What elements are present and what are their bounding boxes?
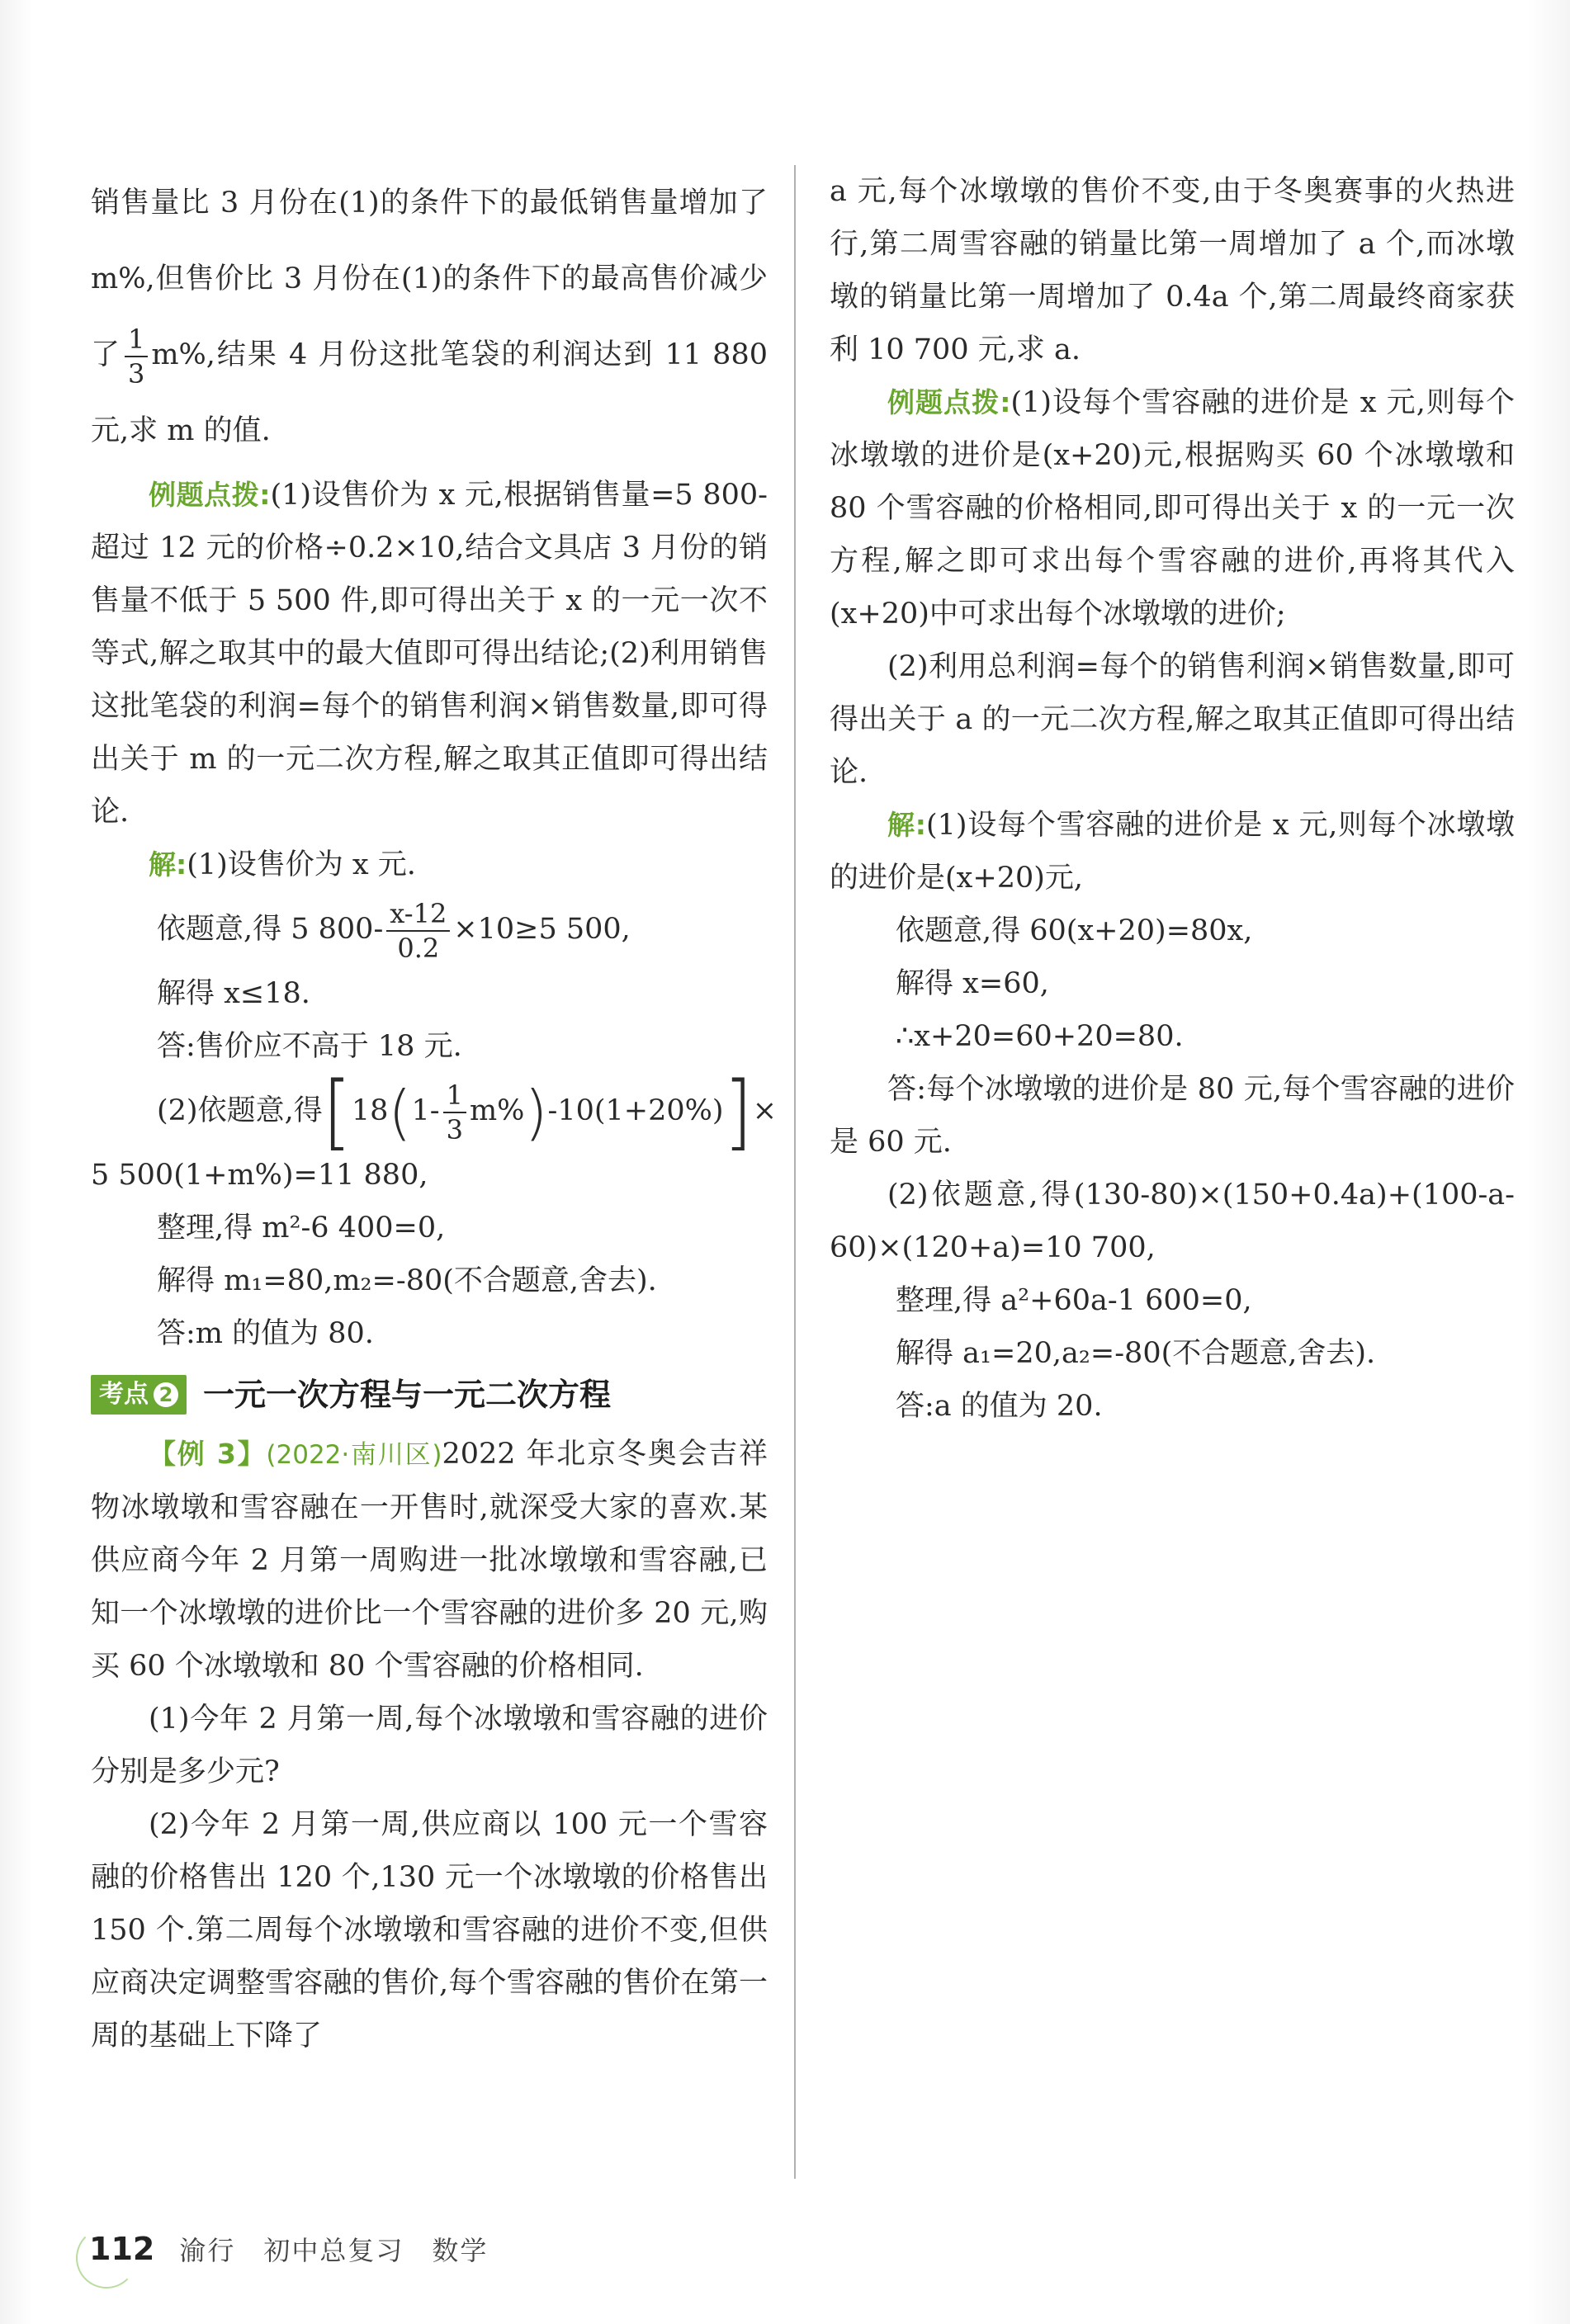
solution-label: 解: <box>887 809 926 841</box>
kaodian-badge <box>91 1375 187 1415</box>
hint-paragraph <box>91 469 768 838</box>
hint-label: 例题点拨: <box>149 479 271 511</box>
fraction-denominator: 0.2 <box>397 932 440 964</box>
problem-text-tail: m%,结果 4 月份这批笔袋的利润达到 11 880 元,求 m 的值. <box>91 338 768 447</box>
fraction <box>386 897 450 964</box>
question-2 <box>91 1798 768 2062</box>
solution-line <box>830 1063 1515 1169</box>
solution-text: (1)设售价为 x 元. <box>187 848 416 881</box>
solution-text: 依题意,得 5 800- <box>157 913 384 946</box>
problem-text: 销售量比 3 月份在(1)的条件下的最低销售量增加了 m%,但售价比 3 月份在(1)的条件下的最高售价减少了 <box>91 187 768 371</box>
solution-text: ∴x+20=60+20=80. <box>896 1020 1184 1053</box>
book-title: 渝行 初中总复习 数学 <box>179 2235 489 2266</box>
problem-text: a 元,每个冰墩墩的售价不变,由于冬奥赛事的火热进行,第二周雪容融的销量比第一周增加了 a 个,而冰墩墩的销量比第一周增加了 0.4a 个,第二周最终商家获利 10 700 元,求 a. <box>830 175 1515 366</box>
example-label: 【例 3】 <box>149 1438 267 1470</box>
solution-line <box>830 1327 1515 1380</box>
solution-line <box>830 799 1515 905</box>
solution-text: 依题意,得 60(x+20)=80x, <box>896 914 1253 947</box>
solution-text: 18 <box>351 1094 389 1127</box>
fraction-numerator: 1 <box>443 1082 466 1113</box>
solution-line <box>91 838 768 891</box>
solution-text: ×10≥5 500, <box>453 913 631 946</box>
solution-text: 解得 m₁=80,m₂=-80(不合题意,舍去). <box>157 1264 657 1297</box>
example-text: 2022 年北京冬奥会吉祥物冰墩墩和雪容融在一开售时,就深受大家的喜欢.某供应商今年 2 月第一周购进一批冰墩墩和雪容融,已知一个冰墩墩的进价比一个雪容融的进价多 20 元,购买 60 个冰墩墩和 80 个雪容融的价格相同. <box>91 1438 768 1683</box>
solution-line <box>830 1169 1515 1274</box>
hint-text: (2)利用总利润=每个的销售利润×销售数量,即可得出关于 a 的一元二次方程,解之取其正值即可得出结论. <box>830 650 1515 789</box>
example-paragraph <box>91 1428 768 1693</box>
solution-text: m% <box>469 1094 525 1127</box>
solution-text: × <box>752 1094 778 1127</box>
solution-line <box>91 1202 768 1254</box>
solution-text: 解得 x≤18. <box>157 977 310 1010</box>
fraction-denominator: 3 <box>128 357 145 390</box>
solution-line <box>91 1307 768 1360</box>
question-text: (1)今年 2 月第一周,每个冰墩墩和雪容融的进价分别是多少元? <box>91 1703 768 1788</box>
question-1 <box>91 1693 768 1798</box>
solution-line <box>91 1254 768 1307</box>
column-divider <box>794 165 796 2179</box>
left-column <box>91 165 778 2062</box>
section-title: 一元一次方程与一元二次方程 <box>203 1377 612 1413</box>
hint-label: 例题点拨: <box>887 386 1011 418</box>
solution-line <box>830 905 1515 957</box>
section-header <box>91 1368 768 1421</box>
solution-line <box>91 1064 778 1160</box>
fraction <box>443 1079 466 1145</box>
answer-text: 答:每个冰墩墩的进价是 80 元,每个雪容融的进价是 60 元. <box>830 1073 1515 1159</box>
answer-text: 答:a 的值为 20. <box>896 1390 1103 1423</box>
solution-line <box>830 1274 1515 1327</box>
solution-line <box>91 1149 768 1202</box>
solution-text: (1)设每个雪容融的进价是 x 元,则每个冰墩墩的进价是(x+20)元, <box>830 809 1515 895</box>
solution-text: 解得 x=60, <box>896 967 1049 1000</box>
problem-continuation <box>91 165 768 469</box>
solution-text: (2)依题意,得(130-80)×(150+0.4a)+(100-a-60)×(120+a)=10 700, <box>830 1179 1515 1264</box>
solution-text: (2)依题意,得 <box>157 1094 323 1127</box>
fraction-numerator: x-12 <box>386 900 450 932</box>
solution-line <box>830 1010 1515 1063</box>
solution-label: 解: <box>149 848 187 881</box>
hint-text: (1)设售价为 x 元,根据销售量=5 800-超过 12 元的价格÷0.2×10,结合文具店 3 月份的销售量不低于 5 500 件,即可得出关于 x 的一元一次不等式,解之取其中的最大值即可得出结论;(2)利用销售这批笔袋的利润=每个的销售利润×销售数量,即可得出关于 m 的一元二次方程,解之取其正值即可得出结论. <box>91 479 768 829</box>
bracket-symbol: ] <box>723 1064 753 1160</box>
paren-symbol: ( <box>388 1077 412 1147</box>
solution-line <box>830 1380 1515 1433</box>
question-text: (2)今年 2 月第一周,供应商以 100 元一个雪容融的价格售出 120 个,130 元一个冰墩墩的价格售出 150 个.第二周每个冰墩墩和雪容融的进价不变,但供应商决定调整雪容融的售价,每个雪容融的售价在第一周的基础上下降了 <box>91 1808 768 2052</box>
solution-text: 5 500(1+m%)=11 880, <box>91 1159 428 1192</box>
fraction-denominator: 3 <box>446 1113 463 1145</box>
solution-line <box>91 967 768 1020</box>
fraction-numerator: 1 <box>125 326 148 357</box>
answer-text: 答:m 的值为 80. <box>157 1317 374 1350</box>
example-source: (2022·南川区) <box>266 1440 442 1470</box>
kaodian-number: 2 <box>154 1382 178 1407</box>
solution-text: 解得 a₁=20,a₂=-80(不合题意,舍去). <box>896 1337 1376 1370</box>
solution-line <box>91 891 768 967</box>
right-column <box>830 165 1515 1433</box>
hint-text: (1)设每个雪容融的进价是 x 元,则每个冰墩墩的进价是(x+20)元,根据购买 60 个冰墩墩和 80 个雪容融的价格相同,即可得出关于 x 的一元一次方程,解之即可求出每个雪容融的进价,再将其代入(x+20)中可求出每个冰墩墩的进价; <box>830 386 1515 631</box>
hint-paragraph <box>830 376 1515 640</box>
page-footer <box>83 2220 488 2278</box>
solution-text: 整理,得 m²-6 400=0, <box>157 1212 446 1245</box>
answer-text: 答:售价应不高于 18 元. <box>157 1030 462 1063</box>
bracket-symbol: [ <box>322 1064 352 1160</box>
solution-line <box>830 957 1515 1010</box>
solution-text: 1- <box>411 1094 440 1127</box>
hint-paragraph-2 <box>830 640 1515 799</box>
fraction <box>125 323 148 390</box>
kaodian-label: 考点 <box>99 1380 149 1409</box>
paren-symbol: ) <box>524 1077 548 1147</box>
solution-text: -10(1+20%) <box>547 1094 724 1127</box>
problem-continuation <box>830 165 1515 376</box>
solution-text: 整理,得 a²+60a-1 600=0, <box>896 1284 1252 1317</box>
page-number: 112 <box>83 2231 161 2267</box>
solution-line <box>91 1020 768 1073</box>
